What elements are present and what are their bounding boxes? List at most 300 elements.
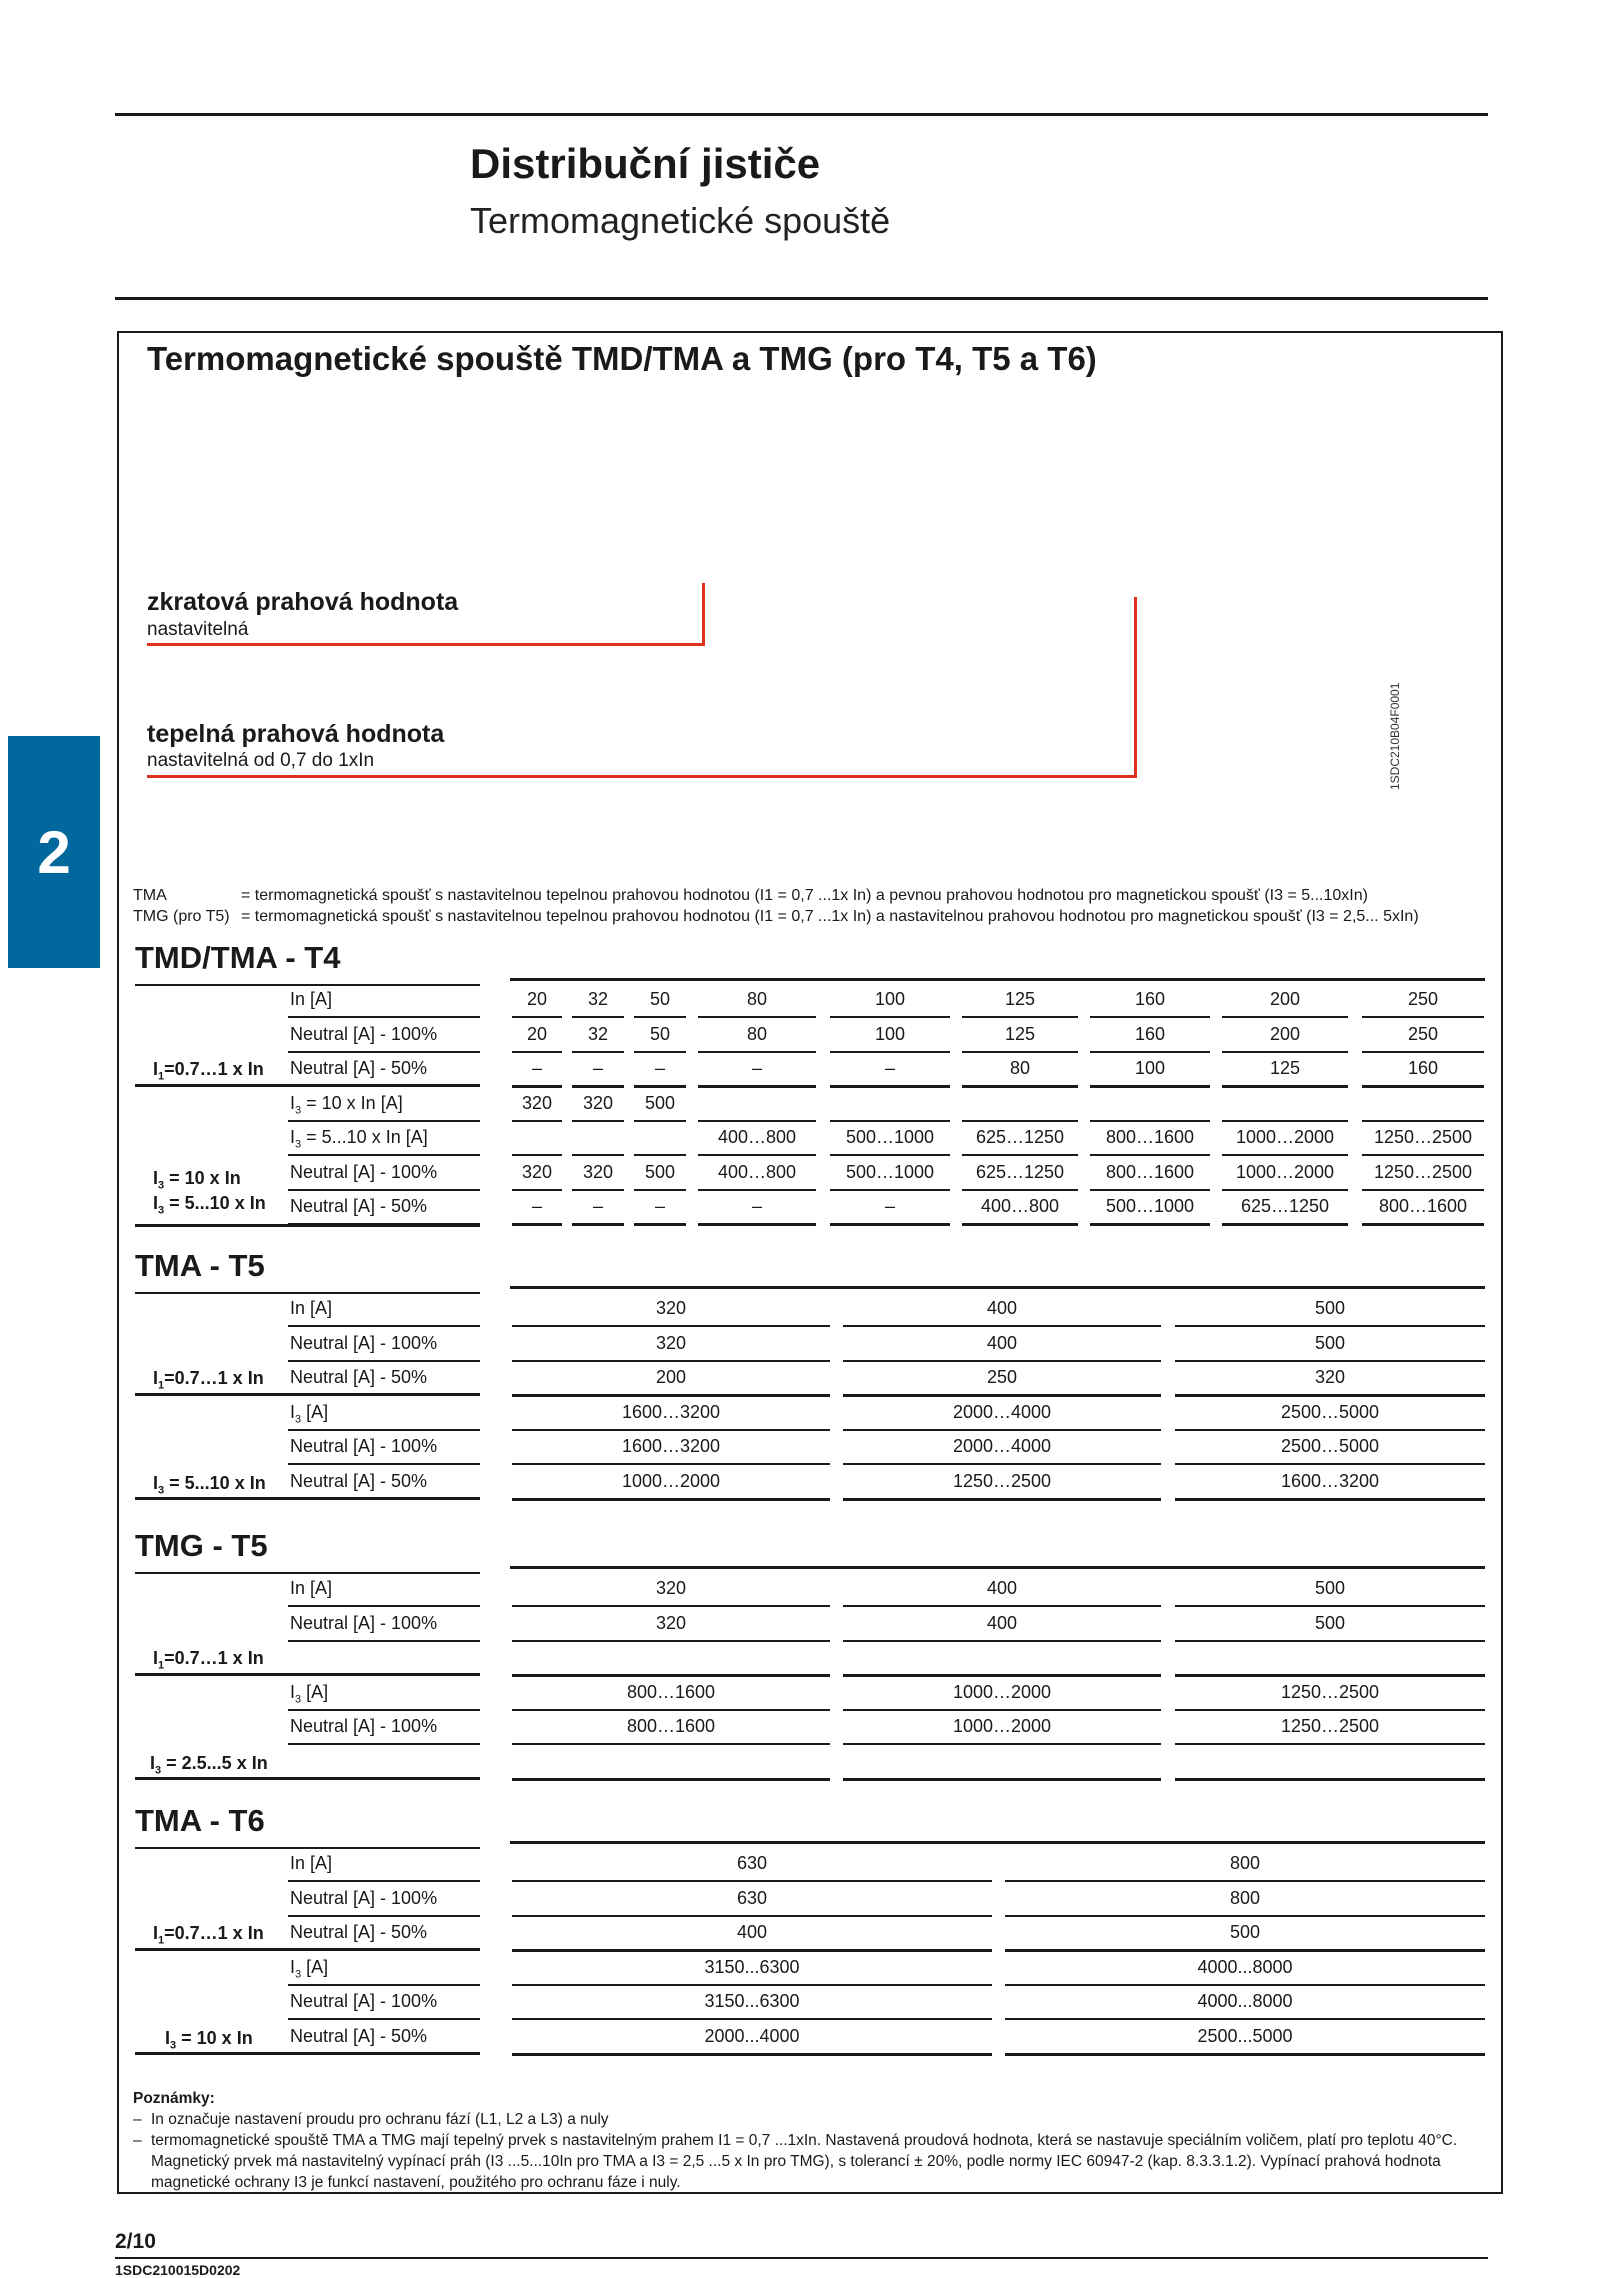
label-text: = 2.5...5 x In: [161, 1753, 268, 1773]
row-label: In [A]: [290, 989, 333, 1009]
row-label-rule: [288, 1120, 480, 1122]
cell-rule: [634, 1154, 686, 1156]
table-cell: –: [654, 1058, 665, 1078]
table-cell: 32: [587, 989, 609, 1009]
table-cell: 80: [1009, 1058, 1031, 1078]
cell-rule: [634, 1120, 686, 1122]
thermal-label: tepelná prahová hodnota: [147, 720, 445, 748]
cell-rule: [1005, 1915, 1485, 1917]
note-text: termomagnetické spouště TMA a TMG mají tepelný prvek s nastavitelným prahem I1 = 0,7 ...1xIn. Nastavená proudová hodnota, která se nastavuje speciálním voličem, platí pro teplotu 40°C. Magnetický prvek má nastavitelný vypínací práh (I3 ...5...10In pro TMA a I3 = 2,5 ...5 x In pro TMG), s tolerancí ± 20%, podle normy IEC 60947-2 (kap. 8.3.3.1.2). Vypínací prahová hodnota magnetické ochrany I3 je funkcí nastavení, použitého pro ochranu fáze i nuly.: [151, 2132, 1458, 2191]
row-label-rule: [288, 1880, 480, 1882]
table-cell: 320: [582, 1092, 614, 1113]
note-item: [133, 2109, 1493, 2130]
table-cell: 630: [736, 1887, 768, 1908]
table-cell: 160: [1407, 1058, 1439, 1078]
table-cell: 3150...6300: [704, 1956, 800, 1977]
side-label-i1: [153, 1648, 264, 1672]
row-label: In [A]: [290, 1298, 333, 1318]
cell-rule: [512, 1915, 992, 1917]
table-cell: 1000…2000: [952, 1681, 1052, 1702]
cell-rule: [512, 1709, 830, 1711]
cell-rule: [830, 1223, 950, 1226]
row-label: Neutral [A] - 100%: [290, 1023, 438, 1044]
table-cell: 160: [1134, 989, 1166, 1009]
cell-rule: [843, 1429, 1161, 1431]
cell-rule: [843, 1394, 1161, 1397]
table-cell: 2500…5000: [1280, 1436, 1380, 1456]
side-group-rule: [135, 1224, 480, 1227]
cell-rule: [1005, 2053, 1485, 2056]
row-label: [290, 1093, 480, 1117]
cell-rule: [512, 1778, 830, 1781]
cell-rule: [843, 1709, 1161, 1711]
short-circuit-leader-h: [147, 643, 705, 646]
table-cell: 800…1600: [1105, 1161, 1195, 1182]
table-cell: –: [592, 1058, 603, 1078]
legend-text: = termomagnetická spoušť s nastavitelnou tepelnou prahovou hodnotou (I1 = 0,7 ...1x In) a pevnou prahovou hodnotou pro magnetickou spoušť (I3 = 5...10xIn): [241, 887, 1368, 904]
table-cell: 1000…2000: [621, 1470, 721, 1491]
cell-rule: [1362, 1085, 1484, 1088]
thermal-leader-h: [147, 775, 1137, 778]
table-cell: 320: [655, 1578, 687, 1598]
row-label-rule: [288, 1915, 480, 1917]
table-cell: 800…1600: [1105, 1127, 1195, 1147]
label-text: = 10 x In: [176, 2028, 253, 2048]
label-subscript: 1: [158, 1379, 165, 1392]
cell-rule: [843, 1674, 1161, 1677]
label-subscript: 3: [158, 1204, 165, 1217]
cell-rule: [572, 1051, 624, 1053]
footer-rule: [115, 2257, 1488, 2259]
cell-rule: [634, 1189, 686, 1191]
table-cell: 625…1250: [1240, 1196, 1330, 1216]
cell-rule: [1222, 1120, 1348, 1122]
page-subtitle: Termomagnetické spouště: [470, 200, 891, 241]
table-cell: 160: [1134, 1023, 1166, 1044]
table-cell: 80: [746, 1023, 768, 1044]
table-cell: 2000…4000: [952, 1401, 1052, 1422]
table-cell: 4000...8000: [1197, 1956, 1293, 1977]
label-subscript: 1: [158, 1934, 165, 1947]
cell-rule: [512, 1880, 992, 1882]
chapter-tab: 2: [8, 736, 100, 968]
label-text: = 10 x In: [164, 1168, 241, 1188]
cell-rule: [512, 1743, 830, 1745]
label-subscript: 3: [295, 1693, 302, 1706]
label-prefix: I: [153, 1193, 159, 1213]
label-subscript: 3: [158, 1179, 165, 1192]
short-circuit-sublabel: nastavitelná: [147, 619, 249, 640]
cell-rule: [634, 1051, 686, 1053]
side-label-i3: [165, 2028, 253, 2052]
row-label-rule: [288, 2018, 480, 2020]
table-side-rule: [135, 1572, 480, 1574]
table-cell: 100: [1134, 1058, 1166, 1078]
cell-rule: [962, 1154, 1078, 1156]
cell-rule: [1222, 1051, 1348, 1053]
table-cell: 2500...5000: [1197, 2025, 1293, 2046]
row-label: Neutral [A] - 50%: [290, 1058, 428, 1078]
label-prefix: I: [153, 1059, 159, 1079]
table-cell: 400: [986, 1578, 1018, 1598]
cell-rule: [572, 1120, 624, 1122]
cell-rule: [572, 1154, 624, 1156]
label-text: =0.7…1 x In: [164, 1648, 264, 1668]
table-cell: 200: [1269, 1023, 1301, 1044]
side-label-i1: [153, 1923, 264, 1947]
table-top-rule: [510, 1566, 1485, 1569]
label-prefix: I: [153, 1923, 159, 1943]
cell-rule: [1362, 1189, 1484, 1191]
side-group-rule: [135, 1673, 480, 1676]
cell-rule: [512, 1640, 830, 1642]
cell-rule: [572, 1189, 624, 1191]
document-code: 1SDC210015D0202: [115, 2262, 241, 2278]
cell-rule: [962, 1016, 1078, 1018]
cell-rule: [698, 1189, 816, 1191]
label-text: [A]: [301, 1956, 329, 1977]
table-cell: 800…1600: [1378, 1196, 1468, 1216]
cell-rule: [1175, 1743, 1485, 1745]
note-item: [133, 2130, 1493, 2193]
cell-rule: [843, 1605, 1161, 1607]
cell-rule: [843, 1463, 1161, 1465]
cell-rule: [698, 1085, 816, 1088]
cell-rule: [572, 1223, 624, 1226]
row-label-rule: [288, 1189, 480, 1191]
table-cell: –: [884, 1058, 895, 1078]
cell-rule: [1090, 1120, 1210, 1122]
page-number: 2/10: [115, 2230, 156, 2253]
table-cell: 250: [1407, 989, 1439, 1009]
label-text: =0.7…1 x In: [164, 1923, 264, 1943]
cell-rule: [512, 1394, 830, 1397]
table-cell: 3150...6300: [704, 1991, 800, 2011]
cell-rule: [512, 1463, 830, 1465]
cell-rule: [512, 2053, 992, 2056]
table-cell: 80: [746, 989, 768, 1009]
label-text: = 5...10 x In: [164, 1473, 266, 1493]
table-cell: 800…1600: [626, 1716, 716, 1736]
row-label: [290, 1682, 480, 1706]
header-rule-top: [115, 113, 1488, 116]
thermal-sublabel: nastavitelná od 0,7 do 1xIn: [147, 750, 375, 771]
diagram-code: 1SDC210B04F0001: [1388, 682, 1402, 790]
legend-row-tma: [133, 885, 1419, 906]
row-label: Neutral [A] - 100%: [290, 1887, 438, 1908]
table-cell: 400: [736, 1922, 768, 1942]
label-prefix: I: [290, 1127, 296, 1147]
side-label-i3: [150, 1753, 268, 1777]
label-text: =0.7…1 x In: [164, 1059, 264, 1079]
table-cell: 500: [644, 1092, 676, 1113]
cell-rule: [962, 1223, 1078, 1226]
table-cell: 500: [1229, 1922, 1261, 1942]
cell-rule: [572, 1016, 624, 1018]
row-label-rule: [288, 1154, 480, 1156]
table-cell: 1250…2500: [952, 1470, 1052, 1491]
table-cell: 500…1000: [845, 1127, 935, 1147]
label-subscript: 3: [155, 1764, 162, 1777]
table-title: TMG - T5: [135, 1528, 268, 1563]
table-cell: 400…800: [717, 1127, 797, 1147]
table-cell: 320: [655, 1612, 687, 1633]
row-label-rule: [288, 1709, 480, 1711]
cell-rule: [634, 1085, 686, 1088]
table-cell: –: [751, 1058, 762, 1078]
table-cell: 800: [1229, 1853, 1261, 1873]
row-label: Neutral [A] - 100%: [290, 1991, 438, 2011]
table-cell: 400…800: [980, 1196, 1060, 1216]
table-title: TMA - T5: [135, 1248, 265, 1283]
cell-rule: [830, 1154, 950, 1156]
cell-rule: [698, 1154, 816, 1156]
page-title: Distribuční jističe: [470, 140, 821, 187]
cell-rule: [962, 1051, 1078, 1053]
cell-rule: [1175, 1778, 1485, 1781]
table-cell: 1250…2500: [1373, 1127, 1473, 1147]
cell-rule: [1175, 1325, 1485, 1327]
table-cell: 1600…3200: [1280, 1470, 1380, 1491]
table-cell: 4000...8000: [1197, 1991, 1293, 2011]
cell-rule: [512, 1223, 562, 1226]
table-cell: 625…1250: [975, 1127, 1065, 1147]
table-cell: 125: [1004, 1023, 1036, 1044]
label-prefix: I: [290, 1956, 296, 1977]
row-label: [290, 1127, 480, 1151]
cell-rule: [512, 1360, 830, 1362]
table-cell: –: [592, 1196, 603, 1216]
cell-rule: [634, 1016, 686, 1018]
row-label-rule: [288, 1984, 480, 1986]
row-label-rule: [288, 1016, 480, 1018]
table-cell: 400…800: [717, 1161, 797, 1182]
cell-rule: [512, 1605, 830, 1607]
table-cell: 100: [874, 1023, 906, 1044]
cell-rule: [1005, 2018, 1485, 2020]
cell-rule: [1175, 1360, 1485, 1362]
cell-rule: [843, 1360, 1161, 1362]
table-cell: –: [751, 1196, 762, 1216]
notes: [133, 2088, 1493, 2193]
row-label: In [A]: [290, 1853, 333, 1873]
label-subscript: 3: [295, 1138, 302, 1151]
table-cell: 50: [649, 989, 671, 1009]
cell-rule: [1222, 1189, 1348, 1191]
table-side-rule: [135, 1292, 480, 1294]
cell-rule: [512, 1154, 562, 1156]
label-text: [A]: [301, 1401, 329, 1422]
cell-rule: [1175, 1463, 1485, 1465]
cell-rule: [1090, 1051, 1210, 1053]
cell-rule: [1362, 1051, 1484, 1053]
side-group-rule: [135, 1948, 480, 1951]
side-label-i1: [153, 1059, 264, 1083]
side-label-i1: [153, 1368, 264, 1392]
label-text: = 10 x In [A]: [301, 1092, 403, 1113]
table-cell: 320: [521, 1092, 553, 1113]
cell-rule: [1090, 1223, 1210, 1226]
table-cell: 500: [1314, 1298, 1346, 1318]
table-title: TMA - T6: [135, 1803, 265, 1838]
table-cell: 500…1000: [845, 1161, 935, 1182]
note-text: In označuje nastavení proudu pro ochranu fází (L1, L2 a L3) a nuly: [151, 2111, 609, 2128]
cell-rule: [512, 1085, 562, 1088]
cell-rule: [1175, 1605, 1485, 1607]
row-label: Neutral [A] - 100%: [290, 1716, 438, 1736]
cell-rule: [512, 1189, 562, 1191]
cell-rule: [512, 1051, 562, 1053]
table-cell: 125: [1269, 1058, 1301, 1078]
cell-rule: [698, 1051, 816, 1053]
label-text: = 5...10 x In: [164, 1193, 266, 1213]
table-cell: 50: [649, 1023, 671, 1044]
label-subscript: 1: [158, 1070, 165, 1083]
table-cell: 500: [1314, 1578, 1346, 1598]
table-cell: 32: [587, 1023, 609, 1044]
cell-rule: [1090, 1189, 1210, 1191]
table-cell: 1000…2000: [1235, 1127, 1335, 1147]
cell-rule: [512, 1016, 562, 1018]
table-cell: 320: [582, 1161, 614, 1182]
table-cell: 1250…2500: [1373, 1161, 1473, 1182]
legend-text: = termomagnetická spoušť s nastavitelnou tepelnou prahovou hodnotou (I1 = 0,7 ...1x In) a nastavitelnou prahovou hodnotou pro magnetickou spoušť (I3 = 2,5... 5xIn): [241, 908, 1419, 925]
label-subscript: 3: [295, 1968, 302, 1981]
label-subscript: 3: [295, 1104, 302, 1117]
cell-rule: [830, 1120, 950, 1122]
label-prefix: I: [153, 1168, 159, 1188]
row-label: Neutral [A] - 100%: [290, 1332, 438, 1353]
note-dash: –: [133, 2132, 142, 2149]
cell-rule: [512, 1429, 830, 1431]
table-cell: 250: [1407, 1023, 1439, 1044]
table-cell: 625…1250: [975, 1161, 1065, 1182]
table-cell: 500: [1314, 1612, 1346, 1633]
cell-rule: [1175, 1640, 1485, 1642]
label-text: [A]: [301, 1681, 329, 1702]
row-label: Neutral [A] - 50%: [290, 1922, 428, 1942]
cell-rule: [1005, 1949, 1485, 1952]
table-cell: 1000…2000: [1235, 1161, 1335, 1182]
side-group-rule: [135, 1393, 480, 1396]
table-cell: 800…1600: [626, 1681, 716, 1702]
side-label-i3: [153, 1473, 266, 1497]
table-top-rule: [510, 1841, 1485, 1844]
row-label: Neutral [A] - 50%: [290, 1470, 428, 1491]
side-group-rule: [135, 1497, 480, 1500]
label-prefix: I: [165, 2028, 171, 2048]
row-label: In [A]: [290, 1578, 333, 1598]
cell-rule: [1090, 1154, 1210, 1156]
label-prefix: I: [153, 1473, 159, 1493]
cell-rule: [830, 1051, 950, 1053]
cell-rule: [512, 2018, 992, 2020]
table-cell: 320: [655, 1332, 687, 1353]
note-dash: –: [133, 2111, 142, 2128]
cell-rule: [1222, 1016, 1348, 1018]
table-cell: 500…1000: [1105, 1196, 1195, 1216]
table-cell: 1600…3200: [621, 1401, 721, 1422]
cell-rule: [1090, 1085, 1210, 1088]
table-cell: –: [654, 1196, 665, 1216]
table-cell: 320: [1314, 1367, 1346, 1387]
header-rule-bottom: [115, 297, 1488, 300]
table-cell: –: [531, 1058, 542, 1078]
cell-rule: [698, 1223, 816, 1226]
table-cell: 100: [874, 989, 906, 1009]
table-cell: 2500…5000: [1280, 1401, 1380, 1422]
section-title: Termomagnetické spouště TMD/TMA a TMG (pro T4, T5 a T6): [147, 340, 1097, 377]
cell-rule: [572, 1085, 624, 1088]
label-prefix: I: [290, 1681, 296, 1702]
cell-rule: [512, 1984, 992, 1986]
cell-rule: [1222, 1085, 1348, 1088]
cell-rule: [843, 1640, 1161, 1642]
cell-rule: [1005, 1984, 1485, 1986]
table-side-rule: [135, 984, 480, 986]
table-cell: 320: [521, 1161, 553, 1182]
side-group-rule: [135, 1777, 480, 1780]
table-cell: 2000...4000: [704, 2025, 800, 2046]
legend-key: TMA: [133, 887, 167, 904]
row-label-rule: [288, 1325, 480, 1327]
label-prefix: I: [290, 1401, 296, 1422]
cell-rule: [512, 1120, 562, 1122]
cell-rule: [843, 1743, 1161, 1745]
cell-rule: [1222, 1154, 1348, 1156]
side-label-i3-fixed: [153, 1168, 241, 1192]
row-label-rule: [288, 1743, 480, 1745]
cell-rule: [1175, 1498, 1485, 1501]
cell-rule: [1175, 1394, 1485, 1397]
cell-rule: [962, 1120, 1078, 1122]
cell-rule: [1362, 1223, 1484, 1226]
table-cell: 20: [526, 1023, 548, 1044]
label-text: = 5...10 x In [A]: [301, 1127, 428, 1147]
label-subscript: 3: [170, 2039, 177, 2052]
row-label-rule: [288, 1429, 480, 1431]
label-prefix: I: [150, 1753, 156, 1773]
cell-rule: [830, 1085, 950, 1088]
label-prefix: I: [153, 1648, 159, 1668]
table-cell: –: [531, 1196, 542, 1216]
cell-rule: [843, 1778, 1161, 1781]
side-group-rule: [135, 2052, 480, 2055]
notes-heading: Poznámky:: [133, 2090, 215, 2107]
row-label: Neutral [A] - 100%: [290, 1161, 438, 1182]
table-cell: 400: [986, 1332, 1018, 1353]
table-cell: 125: [1004, 989, 1036, 1009]
cell-rule: [1090, 1016, 1210, 1018]
table-top-rule: [510, 978, 1485, 981]
table-cell: 500: [644, 1161, 676, 1182]
row-label-rule: [288, 1463, 480, 1465]
cell-rule: [962, 1085, 1078, 1088]
table-cell: 1250…2500: [1280, 1681, 1380, 1702]
cell-rule: [1222, 1223, 1348, 1226]
table-cell: 1600…3200: [621, 1436, 721, 1456]
short-circuit-leader-v: [702, 583, 705, 646]
side-label-i3-adj: [153, 1193, 266, 1217]
table-cell: 500: [1314, 1332, 1346, 1353]
cell-rule: [512, 1498, 830, 1501]
legend-key: TMG (pro T5): [133, 908, 230, 925]
label-text: =0.7…1 x In: [164, 1368, 264, 1388]
cell-rule: [843, 1498, 1161, 1501]
table-cell: 20: [526, 989, 548, 1009]
row-label-rule: [288, 1640, 480, 1642]
cell-rule: [512, 1949, 992, 1952]
